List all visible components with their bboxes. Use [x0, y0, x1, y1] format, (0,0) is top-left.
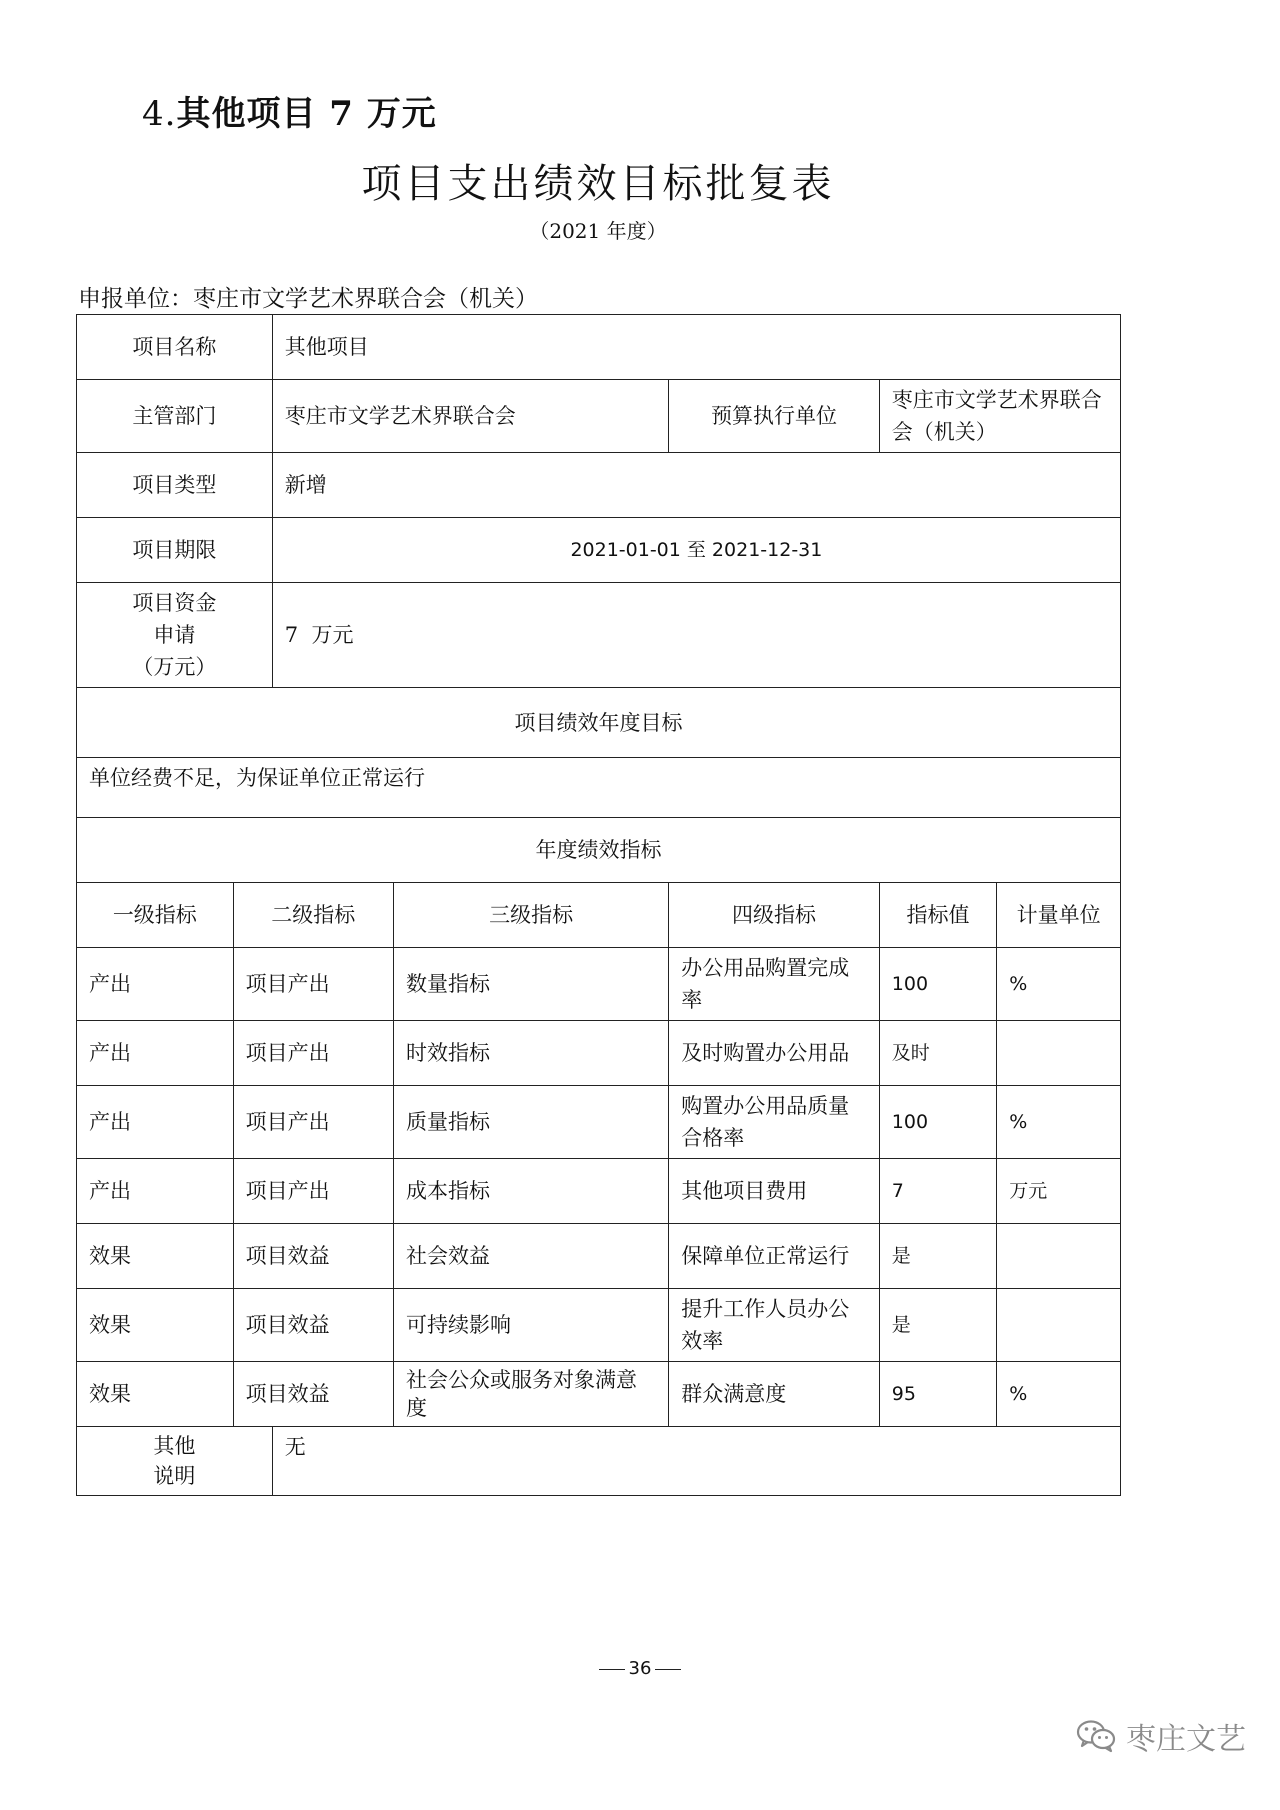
section-number: 4. — [142, 94, 177, 134]
other-notes-value: 无 — [272, 1427, 1120, 1496]
page-dash-right — [655, 1669, 681, 1670]
page-number-text: 36 — [628, 1658, 652, 1679]
table-row — [77, 1086, 1121, 1159]
page-dash-left — [599, 1669, 625, 1670]
section-title: 其他项目 7 万元 — [176, 94, 437, 134]
cell-level3: 可持续影响 — [393, 1289, 668, 1362]
table-row — [77, 1289, 1121, 1362]
row-project-fund — [77, 583, 1121, 688]
cell-level4: 其他项目费用 — [669, 1159, 879, 1224]
cell-level1: 效果 — [77, 1362, 234, 1427]
table-row — [77, 1159, 1121, 1224]
other-notes-label — [77, 1427, 273, 1496]
type-label: 项目类型 — [77, 453, 273, 518]
dept-label: 主管部门 — [77, 380, 273, 453]
cell-level4: 提升工作人员办公效率 — [669, 1289, 879, 1362]
indicator-header: 年度绩效指标 — [77, 818, 1121, 883]
cell-unit — [997, 1289, 1121, 1362]
other-notes-label-line-2: 说明 — [153, 1464, 196, 1488]
cell-unit — [997, 1021, 1121, 1086]
table-row — [77, 1021, 1121, 1086]
col-header-level2: 二级指标 — [233, 883, 393, 948]
reporting-unit: 申报单位：枣庄市文学艺术界联合会（机关） — [78, 286, 538, 312]
cell-level4: 购置办公用品质量合格率 — [669, 1086, 879, 1159]
watermark-text: 枣庄文艺 — [1126, 1722, 1246, 1757]
cell-value: 是 — [879, 1224, 996, 1289]
project-name-label: 项目名称 — [77, 315, 273, 380]
dept-value: 枣庄市文学艺术界联合会 — [272, 380, 669, 453]
col-header-value: 指标值 — [879, 883, 996, 948]
cell-level1: 产出 — [77, 1021, 234, 1086]
cell-level3: 社会公众或服务对象满意度 — [393, 1362, 668, 1427]
cell-level4: 保障单位正常运行 — [669, 1224, 879, 1289]
cell-value: 95 — [879, 1362, 996, 1427]
fund-label — [77, 583, 273, 688]
cell-unit: 万元 — [997, 1159, 1121, 1224]
fund-label-line-2: 申请 — [153, 623, 196, 647]
cell-unit: % — [997, 1086, 1121, 1159]
goal-text: 单位经费不足，为保证单位正常运行 — [77, 758, 1121, 818]
cell-unit: % — [997, 1362, 1121, 1427]
col-header-level4: 四级指标 — [669, 883, 879, 948]
row-indicator-header — [77, 818, 1121, 883]
indicator-rows — [77, 948, 1121, 1427]
cell-value: 是 — [879, 1289, 996, 1362]
performance-table — [76, 314, 1121, 1496]
exec-unit-value: 枣庄市文学艺术界联合会（机关） — [879, 380, 1120, 453]
cell-level3: 时效指标 — [393, 1021, 668, 1086]
col-header-level3: 三级指标 — [393, 883, 668, 948]
section-heading — [142, 86, 437, 135]
fund-label-line-3: （万元） — [132, 655, 217, 679]
other-notes-label-line-1: 其他 — [153, 1434, 196, 1458]
row-department — [77, 380, 1121, 453]
cell-value: 100 — [879, 948, 996, 1021]
type-value: 新增 — [272, 453, 1120, 518]
cell-level1: 效果 — [77, 1289, 234, 1362]
goal-header: 项目绩效年度目标 — [77, 688, 1121, 758]
row-project-name — [77, 315, 1121, 380]
cell-level2: 项目产出 — [233, 1159, 393, 1224]
cell-level2: 项目效益 — [233, 1289, 393, 1362]
table-row — [77, 1224, 1121, 1289]
col-header-unit: 计量单位 — [997, 883, 1121, 948]
wechat-icon — [1076, 1719, 1116, 1753]
cell-level2: 项目产出 — [233, 948, 393, 1021]
cell-level1: 产出 — [77, 1086, 234, 1159]
exec-unit-label: 预算执行单位 — [669, 380, 879, 453]
cell-level1: 效果 — [77, 1224, 234, 1289]
cell-level3: 数量指标 — [393, 948, 668, 1021]
cell-value: 100 — [879, 1086, 996, 1159]
table-row — [77, 948, 1121, 1021]
page-number — [0, 1658, 1280, 1679]
cell-level1: 产出 — [77, 1159, 234, 1224]
form-year: （2021 年度） — [529, 219, 667, 243]
cell-level4: 及时购置办公用品 — [669, 1021, 879, 1086]
cell-level2: 项目产出 — [233, 1086, 393, 1159]
cell-level3: 质量指标 — [393, 1086, 668, 1159]
row-goal-text — [77, 758, 1121, 818]
cell-unit: % — [997, 948, 1121, 1021]
cell-level4: 群众满意度 — [669, 1362, 879, 1427]
row-project-period — [77, 518, 1121, 583]
watermark — [1076, 1714, 1246, 1758]
row-other-notes — [77, 1427, 1121, 1496]
cell-level3: 成本指标 — [393, 1159, 668, 1224]
cell-level2: 项目效益 — [233, 1224, 393, 1289]
form-title: 项目支出绩效目标批复表 — [361, 161, 835, 207]
column-header-row — [77, 883, 1121, 948]
fund-label-line-1: 项目资金 — [132, 591, 217, 615]
cell-unit — [997, 1224, 1121, 1289]
row-goal-header — [77, 688, 1121, 758]
col-header-level1: 一级指标 — [77, 883, 234, 948]
cell-level4: 办公用品购置完成率 — [669, 948, 879, 1021]
cell-value: 及时 — [879, 1021, 996, 1086]
cell-level2: 项目效益 — [233, 1362, 393, 1427]
cell-value: 7 — [879, 1159, 996, 1224]
cell-level3: 社会效益 — [393, 1224, 668, 1289]
table-row — [77, 1362, 1121, 1427]
project-name-value: 其他项目 — [272, 315, 1120, 380]
period-label: 项目期限 — [77, 518, 273, 583]
row-project-type — [77, 453, 1121, 518]
cell-level1: 产出 — [77, 948, 234, 1021]
cell-level2: 项目产出 — [233, 1021, 393, 1086]
fund-value: 7 万元 — [272, 583, 1120, 688]
period-value: 2021-01-01 至 2021-12-31 — [272, 518, 1120, 583]
